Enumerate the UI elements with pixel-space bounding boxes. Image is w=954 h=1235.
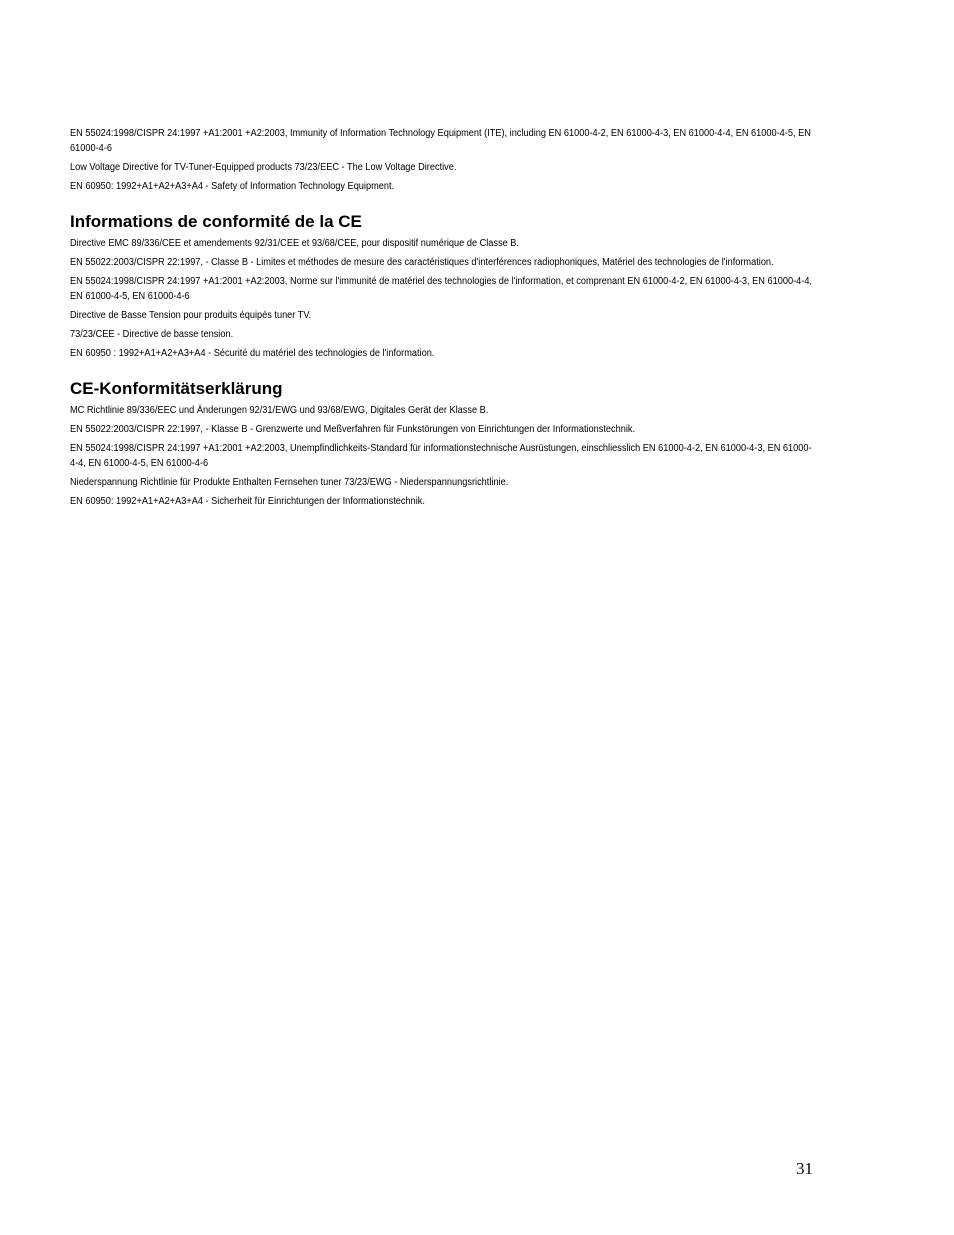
section-french-ce-conformity xyxy=(70,212,815,361)
section-heading-de: CE-Konformitätserklärung xyxy=(70,379,283,398)
document-body xyxy=(70,126,815,513)
de-paragraph: MC Richtlinie 89/336/EEC und Änderungen 92/31/EWG und 93/68/EWG, Digitales Gerät der Klasse B. xyxy=(70,405,489,416)
fr-paragraph: EN 55024:1998/CISPR 24:1997 +A1:2001 +A2:2003, Norme sur l'immunité de matériel des technologies de l'information, et comprenant EN 61000-4-2, EN 61000-4-3, EN 61000-4-4, EN 61000-4-5, EN 61000-4-6 xyxy=(70,276,812,302)
fr-paragraph: EN 60950 : 1992+A1+A2+A3+A4 - Sécurité du matériel des technologies de l'information. xyxy=(70,348,435,359)
page-number: 31 xyxy=(796,1159,813,1178)
de-paragraph: Niederspannung Richtlinie für Produkte Enthalten Fernsehen tuner 73/23/EWG - Niederspannungsrichtlinie. xyxy=(70,477,509,488)
intro-paragraph: EN 60950: 1992+A1+A2+A3+A4 - Safety of Information Technology Equipment. xyxy=(70,181,395,192)
fr-paragraph: EN 55022:2003/CISPR 22:1997, - Classe B - Limites et méthodes de mesure des caractéristiques d'interférences radiophoniques, Matériel des technologies de l'information. xyxy=(70,257,774,268)
section-heading-fr: Informations de conformité de la CE xyxy=(70,212,362,231)
de-paragraph: EN 55022:2003/CISPR 22:1997, - Klasse B - Grenzwerte und Meßverfahren für Funkstörungen von Einrichtungen der Informationstechnik. xyxy=(70,424,636,435)
intro-paragraph: EN 55024:1998/CISPR 24:1997 +A1:2001 +A2:2003, Immunity of Information Technology Equipment (ITE), including EN 61000-4-2, EN 61000-4-3, EN 61000-4-4, EN 61000-4-5, EN 61000-4-6 xyxy=(70,128,811,154)
de-paragraph: EN 55024:1998/CISPR 24:1997 +A1:2001 +A2:2003, Unempfindlichkeits-Standard für informationstechnische Ausrüstungen, einschliesslich EN 61000-4-2, EN 61000-4-3, EN 61000-4-4, EN 61000-4-5, EN 61000-4-6 xyxy=(70,443,812,469)
de-paragraph: EN 60950: 1992+A1+A2+A3+A4 - Sicherheit für Einrichtungen der Informationstechnik. xyxy=(70,496,425,507)
fr-paragraph: Directive de Basse Tension pour produits équipés tuner TV. xyxy=(70,310,312,321)
fr-paragraph: Directive EMC 89/336/CEE et amendements 92/31/CEE et 93/68/CEE, pour dispositif numérique de Classe B. xyxy=(70,238,519,249)
fr-paragraph: 73/23/CEE - Directive de basse tension. xyxy=(70,329,234,340)
intro-paragraph: Low Voltage Directive for TV-Tuner-Equipped products 73/23/EEC - The Low Voltage Directive. xyxy=(70,162,457,173)
section-german-ce-conformity xyxy=(70,379,815,509)
